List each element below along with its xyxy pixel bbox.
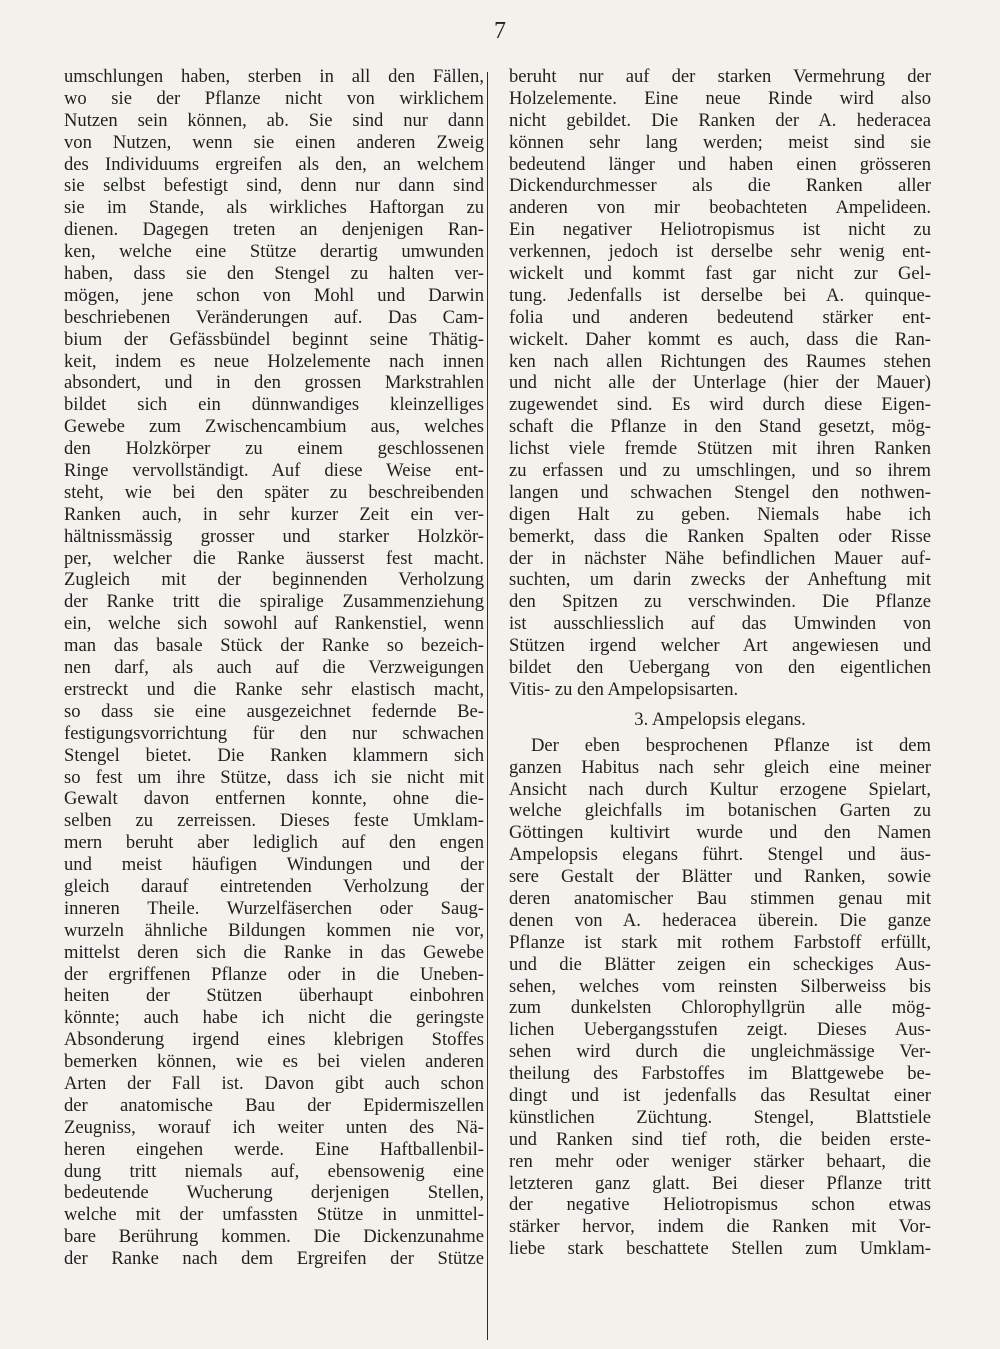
text-line: dingt und ist jedenfalls das Resultat einer: [509, 1084, 931, 1106]
text-line: heren eingehen werde. Eine Haftballenbil-: [64, 1138, 484, 1160]
text-line: den Holzkörper zu einem geschlossenen: [64, 438, 484, 460]
text-line: Gewalt davon entfernen konnte, ohne die-: [64, 788, 484, 810]
text-line: Ranken auch, in sehr kurzer Zeit ein ver-: [64, 503, 484, 525]
text-line: heiten der Stützen überhaupt einbohren: [64, 985, 484, 1007]
text-line: Pflanze ist stark mit rothem Farbstoff erfüllt,: [509, 931, 931, 953]
text-line: hältnissmässig grosser und starker Holzkör-: [64, 525, 484, 547]
text-line: zugewendet sind. Es wird durch diese Eigen-: [509, 394, 931, 416]
text-line: sie im Stande, als wirkliches Haftorgan zu: [64, 197, 484, 219]
text-line: und meist häufigen Windungen und der: [64, 854, 484, 876]
text-line: bildet den Uebergang von den eigentlichen: [509, 657, 931, 679]
text-line: ken, welche eine Stütze derartig umwunden: [64, 241, 484, 263]
text-line: Gewebe zum Zwischencambium aus, welches: [64, 416, 484, 438]
text-line: verkennen, jedoch ist derselbe sehr wenig ent-: [509, 241, 931, 263]
left-text-column: [64, 66, 484, 1270]
text-line: sehen, welches vom reinsten Silberweiss bis: [509, 975, 931, 997]
text-line: keit, indem es neue Holzelemente nach innen: [64, 350, 484, 372]
text-line: anderen von mir beobachteten Ampelideen.: [509, 197, 931, 219]
text-line: langen und schwachen Stengel den nothwen-: [509, 481, 931, 503]
text-line: dung tritt niemals auf, ebensowenig eine: [64, 1160, 484, 1182]
text-line: des Individuums ergreifen als den, an welchem: [64, 153, 484, 175]
text-line: Stützen irgend welcher Art angewiesen und: [509, 635, 931, 657]
text-line: ken nach allen Richtungen des Raumes stehen: [509, 350, 931, 372]
text-line: deren anatomischer Bau stimmen genau mit: [509, 887, 931, 909]
text-line: tung. Jedenfalls ist derselbe bei A. quinque-: [509, 284, 931, 306]
text-line: der Ranke tritt die spiralige Zusammenziehung: [64, 591, 484, 613]
text-line: Arten der Fall ist. Davon gibt auch schon: [64, 1072, 484, 1094]
right-text-column: [509, 66, 931, 1260]
text-line: Vitis- zu den Ampelopsisarten.: [509, 678, 739, 700]
text-line: bemerkt, dass die Ranken Spalten oder Risse: [509, 525, 931, 547]
text-line: können sehr lang werden; meist sind sie: [509, 131, 931, 153]
text-line: nicht gebildet. Die Ranken der A. hederacea: [509, 109, 931, 131]
text-line: bedeutend länger und haben einen grösseren: [509, 153, 931, 175]
text-line: und Ranken sind tief roth, die beiden erste-: [509, 1128, 931, 1150]
text-line: schaft die Pflanze in den Stand gesetzt, mög-: [509, 416, 931, 438]
text-line: so fest um ihre Stütze, dass ich sie nicht mit: [64, 766, 484, 788]
text-line: absondert, und in den grossen Markstrahlen: [64, 372, 484, 394]
text-line: sehen wird durch die ungleichmässige Ver-: [509, 1041, 931, 1063]
column-divider: [487, 72, 488, 1340]
text-line: sere Gestalt der Blätter und Ranken, sowie: [509, 866, 931, 888]
text-line: wurzeln ähnliche Bildungen kommen nie vor,: [64, 919, 484, 941]
text-line: beruht nur auf der starken Vermehrung der: [509, 66, 931, 87]
text-line: Dickendurchmesser als die Ranken aller: [509, 175, 931, 197]
text-line: selben zu zerreissen. Dieses feste Umklam-: [64, 810, 484, 832]
text-line: mern beruht aber lediglich auf den engen: [64, 832, 484, 854]
page-number: 7: [494, 18, 506, 44]
text-line: Ringe vervollständigt. Auf diese Weise ent-: [64, 460, 484, 482]
text-line: bedeutende Wucherung derjenigen Stellen,: [64, 1182, 484, 1204]
text-line: welche mit der umfassten Stütze in unmittel-: [64, 1204, 484, 1226]
text-line: dienen. Dagegen treten an denjenigen Ran-: [64, 219, 484, 241]
text-line: bemerken können, wie es bei vielen anderen: [64, 1051, 484, 1073]
text-line: sie selbst befestigt sind, denn nur dann sind: [64, 175, 484, 197]
text-line: man das basale Stück der Ranke so bezeich-: [64, 635, 484, 657]
text-line: per, welcher die Ranke äusserst fest macht.: [64, 547, 484, 569]
text-line: denen von A. hederacea überein. Die ganze: [509, 909, 931, 931]
text-line: ein, welche sich sowohl auf Rankenstiel, wenn: [64, 613, 484, 635]
text-line: mögen, jene schon von Mohl und Darwin: [64, 284, 484, 306]
text-line: wo sie der Pflanze nicht von wirklichem: [64, 87, 484, 109]
text-line: der ergriffenen Pflanze oder in die Uneben-: [64, 963, 484, 985]
text-line: suchten, um darin zwecks der Anheftung mit: [509, 569, 931, 591]
text-line: bium der Gefässbündel beginnt seine Thätig-: [64, 328, 484, 350]
text-line: Stengel bietet. Die Ranken klammern sich: [64, 744, 484, 766]
text-line: Ampelopsis elegans führt. Stengel und äus-: [509, 844, 931, 866]
text-line: inneren Theile. Wurzelfäserchen oder Saug-: [64, 897, 484, 919]
text-line: folia und anderen bedeutend stärker ent-: [509, 306, 931, 328]
text-line: welche gleichfalls im botanischen Garten zu: [509, 800, 931, 822]
text-line: zu erfassen und zu umschlingen, und so ihrem: [509, 460, 931, 482]
text-line: umschlungen haben, sterben in all den Fällen,: [64, 66, 484, 87]
section-heading: 3. Ampelopsis elegans.: [634, 708, 806, 730]
text-line: Nutzen sein können, ab. Sie sind nur dann: [64, 109, 484, 131]
text-line: der Ranke nach dem Ergreifen der Stütze: [64, 1248, 484, 1270]
text-line: beschriebenen Veränderungen auf. Das Cam-: [64, 306, 484, 328]
text-line: Göttingen kultivirt wurde und den Namen: [509, 822, 931, 844]
text-line: ist ausschliesslich auf das Umwinden von: [509, 613, 931, 635]
text-line: Zeugniss, worauf ich weiter unten des Nä-: [64, 1116, 484, 1138]
text-line: letzteren ganz glatt. Bei dieser Pflanze tritt: [509, 1172, 931, 1194]
text-line: der anatomische Bau der Epidermiszellen: [64, 1094, 484, 1116]
text-line: steht, wie bei den später zu beschreibenden: [64, 481, 484, 503]
text-line: bildet sich ein dünnwandiges kleinzelliges: [64, 394, 484, 416]
text-line: könnte; auch habe ich nicht die geringste: [64, 1007, 484, 1029]
text-line: Der eben besprochenen Pflanze ist dem: [531, 734, 931, 756]
text-line: der negative Heliotropismus schon etwas: [509, 1194, 931, 1216]
text-line: wickelt. Daher kommt es auch, dass die Ran-: [509, 328, 931, 350]
text-line: liebe stark beschattete Stellen zum Umklam-: [509, 1238, 931, 1260]
text-line: ganzen Habitus nach sehr gleich eine meiner: [509, 756, 931, 778]
text-line: ren mehr oder weniger stärker behaart, die: [509, 1150, 931, 1172]
text-line: lichst viele fremde Stützen mit ihren Ranken: [509, 438, 931, 460]
text-line: den Spitzen zu verschwinden. Die Pflanze: [509, 591, 931, 613]
text-line: erstreckt und die Ranke sehr elastisch macht,: [64, 678, 484, 700]
text-line: Absonderung irgend eines klebrigen Stoffes: [64, 1029, 484, 1051]
text-line: bare Berührung kommen. Die Dickenzunahme: [64, 1226, 484, 1248]
text-line: künstlichen Züchtung. Stengel, Blattstiele: [509, 1106, 931, 1128]
text-line: Ansicht nach durch Kultur erzogene Spielart,: [509, 778, 931, 800]
text-line: mittelst deren sich die Ranke in das Gewebe: [64, 941, 484, 963]
text-line: theilung des Farbstoffes im Blattgewebe be-: [509, 1063, 931, 1085]
text-line: nen darf, als auch auf die Verzweigungen: [64, 657, 484, 679]
text-line: gleich darauf eintretenden Verholzung der: [64, 875, 484, 897]
text-line: wickelt und kommt fast gar nicht zur Gel-: [509, 263, 931, 285]
text-line: und die Blätter zeigen ein scheckiges Aus-: [509, 953, 931, 975]
text-line: von Nutzen, wenn sie einen anderen Zweig: [64, 131, 484, 153]
text-line: Ein negativer Heliotropismus ist nicht zu: [509, 219, 931, 241]
text-line: digen Halt zu geben. Niemals habe ich: [509, 503, 931, 525]
text-line: Holzelemente. Eine neue Rinde wird also: [509, 87, 931, 109]
spacer: [509, 701, 931, 709]
text-line: so dass sie eine ausgezeichnet federnde Be-: [64, 700, 484, 722]
text-line: haben, dass sie den Stengel zu halten ver-: [64, 263, 484, 285]
text-line: zum dunkelsten Chlorophyllgrün alle mög-: [509, 997, 931, 1019]
text-line: Zugleich mit der beginnenden Verholzung: [64, 569, 484, 591]
text-line: stärker hervor, indem die Ranken mit Vor-: [509, 1216, 931, 1238]
text-line: der in nächster Nähe befindlichen Mauer auf-: [509, 547, 931, 569]
text-line: festigungsvorrichtung für den nur schwachen: [64, 722, 484, 744]
text-line: lichen Uebergangsstufen zeigt. Dieses Aus-: [509, 1019, 931, 1041]
text-line: und nicht alle der Unterlage (hier der Mauer): [509, 372, 931, 394]
